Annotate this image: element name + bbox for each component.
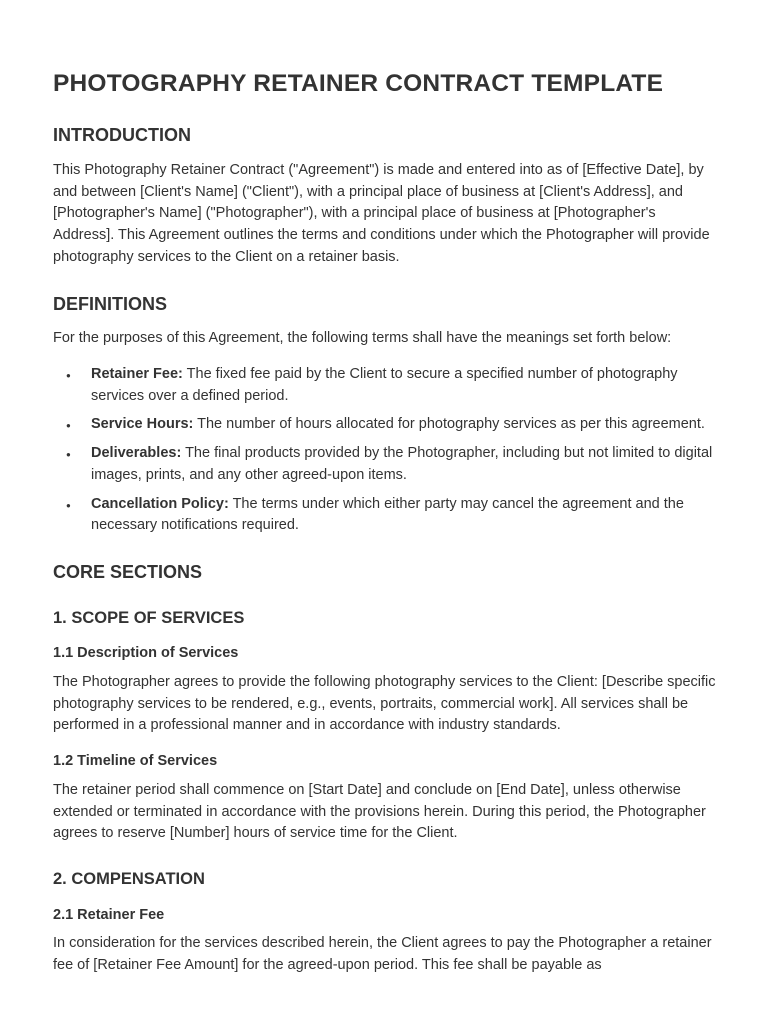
retainer-fee-paragraph: In consideration for the services described herein, the Client agrees to pay the Photographer a retainer fee of [Retainer Fee Amount] for the agreed-upon period. This fee shall be payable as <box>53 935 712 974</box>
definition-description: The fixed fee paid by the Client to secure a specified number of photography services over a defined period. <box>91 365 678 404</box>
definition-term: Retainer Fee: <box>91 365 183 382</box>
definitions-lead-paragraph: For the purposes of this Agreement, the following terms shall have the meanings set forth below: <box>53 330 672 347</box>
scope-of-services-heading: 1. SCOPE OF SERVICES <box>53 608 245 627</box>
definition-term: Deliverables: <box>91 445 182 462</box>
introduction-heading: INTRODUCTION <box>53 125 191 146</box>
timeline-of-services-subheading: 1.2 Timeline of Services <box>53 753 218 770</box>
list-item-service-hours <box>91 414 717 436</box>
compensation-heading: 2. COMPENSATION <box>53 870 205 889</box>
definitions-heading: DEFINITIONS <box>53 293 168 314</box>
definition-term: Cancellation Policy: <box>91 495 229 512</box>
definition-description: The number of hours allocated for photography services as per this agreement. <box>197 416 705 433</box>
definitions-list <box>53 364 717 537</box>
definition-description: The final products provided by the Photographer, including but not limited to digital images, prints, and any other agreed-upon items. <box>91 445 713 483</box>
core-sections-heading: CORE SECTIONS <box>53 562 203 583</box>
introduction-paragraph: This Photography Retainer Contract ("Agreement") is made and entered into as of [Effective Date], by and between [Client's Name] ("Client"), with a principal place of business at [Client's Address], and [Photographer's Name] ("Photographer"), with a principal place of business at [Photographer's Address]. This Agreement outlines the terms and conditions under which the Photographer will provide photography services to the Client on a retainer basis. <box>53 161 710 265</box>
list-item-retainer-fee <box>91 364 717 408</box>
definition-description: The terms under which either party may cancel the agreement and the necessary notifications required. <box>91 495 684 534</box>
list-item-deliverables <box>91 443 717 487</box>
definition-term: Service Hours: <box>91 416 194 433</box>
retainer-fee-subheading: 2.1 Retainer Fee <box>53 906 165 923</box>
list-item-cancellation-policy <box>91 494 717 538</box>
document-title: PHOTOGRAPHY RETAINER CONTRACT TEMPLATE <box>53 70 664 97</box>
timeline-of-services-paragraph: The retainer period shall commence on [Start Date] and conclude on [End Date], unless otherwise extended or terminated in accordance with the provisions herein. During this period, the Photographer agrees to reserve [Number] hours of service time for the Client. <box>53 781 706 842</box>
description-of-services-subheading: 1.1 Description of Services <box>53 645 239 662</box>
description-of-services-paragraph: The Photographer agrees to provide the following photography services to the Client: [Describe specific photography services to be rendered, e.g., events, portraits, commercial work]. All services shall be performed in a professional manner and in accordance with industry standards. <box>53 673 716 734</box>
